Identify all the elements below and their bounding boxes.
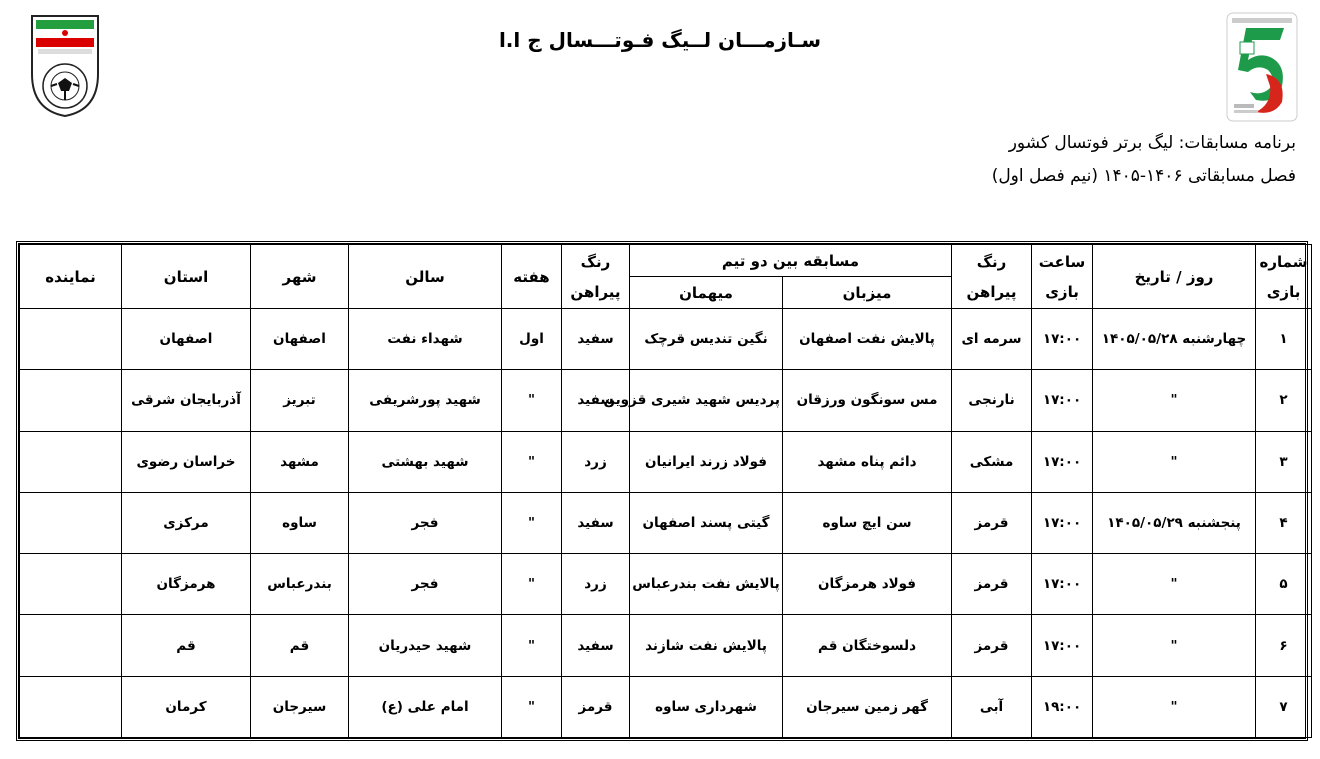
cell-representative: [20, 492, 122, 553]
cell-week: اول: [502, 309, 562, 370]
cell-host-team: دلسوختگان قم: [783, 615, 952, 676]
cell-time: ۱۷:۰۰: [1032, 309, 1093, 370]
cell-host-team: دائم پناه مشهد: [783, 431, 952, 492]
table-row: [20, 309, 1312, 370]
cell-province: خراسان رضوی: [122, 431, 251, 492]
cell-representative: [20, 309, 122, 370]
cell-jersey-host: مشکی: [952, 431, 1032, 492]
cell-week: ": [502, 554, 562, 615]
cell-date: ": [1093, 554, 1256, 615]
cell-guest-team: پالایش نفت شازند: [630, 615, 783, 676]
cell-hall: شهداء نفت: [349, 309, 502, 370]
cell-time: ۱۹:۰۰: [1032, 676, 1093, 737]
cell-city: قم: [251, 615, 349, 676]
table-row: [20, 676, 1312, 737]
schedule-table: [16, 241, 1308, 741]
cell-game-no: ۴: [1256, 492, 1312, 553]
cell-date: ": [1093, 431, 1256, 492]
cell-guest-team: شهرداری ساوه: [630, 676, 783, 737]
cell-jersey-guest: سفید: [562, 615, 630, 676]
cell-city: مشهد: [251, 431, 349, 492]
cell-time: ۱۷:۰۰: [1032, 492, 1093, 553]
cell-jersey-host: قرمز: [952, 615, 1032, 676]
cell-province: کرمان: [122, 676, 251, 737]
cell-time: ۱۷:۰۰: [1032, 370, 1093, 431]
cell-game-no: ۷: [1256, 676, 1312, 737]
cell-time: ۱۷:۰۰: [1032, 554, 1093, 615]
cell-guest-team: پردیس شهید شیری قزوین: [630, 370, 783, 431]
federation-logo: [28, 14, 102, 118]
header-date: روز / تاریخ: [1093, 245, 1256, 309]
cell-guest-team: گیتی پسند اصفهان: [630, 492, 783, 553]
cell-jersey-guest: سفید: [562, 492, 630, 553]
cell-hall: شهید پورشریفی: [349, 370, 502, 431]
table-row: [20, 554, 1312, 615]
header-province: استان: [122, 245, 251, 309]
cell-time: ۱۷:۰۰: [1032, 431, 1093, 492]
cell-jersey-host: قرمز: [952, 492, 1032, 553]
cell-city: تبریز: [251, 370, 349, 431]
cell-host-team: سن ایچ ساوه: [783, 492, 952, 553]
cell-representative: [20, 676, 122, 737]
cell-game-no: ۳: [1256, 431, 1312, 492]
cell-week: ": [502, 492, 562, 553]
cell-province: قم: [122, 615, 251, 676]
cell-jersey-guest: قرمز: [562, 676, 630, 737]
cell-guest-team: نگین تندیس قرچک: [630, 309, 783, 370]
cell-hall: فجر: [349, 492, 502, 553]
cell-week: ": [502, 370, 562, 431]
table-row: [20, 431, 1312, 492]
cell-game-no: ۵: [1256, 554, 1312, 615]
cell-hall: امام علی (ع): [349, 676, 502, 737]
cell-hall: شهید بهشتی: [349, 431, 502, 492]
header-host: میزبان: [783, 277, 952, 309]
header-city: شهر: [251, 245, 349, 309]
cell-jersey-guest: سفید: [562, 309, 630, 370]
cell-jersey-guest: سفید: [562, 370, 630, 431]
cell-guest-team: پالایش نفت بندرعباس: [630, 554, 783, 615]
cell-date: پنجشنبه ۱۴۰۵/۰۵/۲۹: [1093, 492, 1256, 553]
cell-week: ": [502, 431, 562, 492]
header-representative: نماینده: [20, 245, 122, 309]
cell-representative: [20, 554, 122, 615]
cell-game-no: ۲: [1256, 370, 1312, 431]
cell-date: ": [1093, 676, 1256, 737]
cell-representative: [20, 615, 122, 676]
header-week: هفته: [502, 245, 562, 309]
competition-program-line: برنامه مسابقات: لیگ برتر فوتسال کشور: [1008, 133, 1296, 153]
header-match: مسابقه بین دو تیم: [630, 245, 952, 277]
cell-week: ": [502, 615, 562, 676]
cell-game-no: ۶: [1256, 615, 1312, 676]
cell-guest-team: فولاد زرند ایرانیان: [630, 431, 783, 492]
cell-week: ": [502, 676, 562, 737]
cell-jersey-host: قرمز: [952, 554, 1032, 615]
header-hall: سالن: [349, 245, 502, 309]
cell-representative: [20, 370, 122, 431]
header-time: ساعت بازی: [1032, 245, 1093, 309]
cell-hall: شهید حیدریان: [349, 615, 502, 676]
cell-game-no: ۱: [1256, 309, 1312, 370]
cell-time: ۱۷:۰۰: [1032, 615, 1093, 676]
cell-jersey-host: آبی: [952, 676, 1032, 737]
cell-date: چهارشنبه ۱۴۰۵/۰۵/۲۸: [1093, 309, 1256, 370]
cell-city: اصفهان: [251, 309, 349, 370]
table-row: [20, 615, 1312, 676]
cell-province: مرکزی: [122, 492, 251, 553]
cell-jersey-guest: زرد: [562, 554, 630, 615]
cell-date: ": [1093, 370, 1256, 431]
cell-jersey-guest: زرد: [562, 431, 630, 492]
header-jersey-guest: رنگ پیراهن: [562, 245, 630, 309]
header-guest: میهمان: [630, 277, 783, 309]
cell-representative: [20, 431, 122, 492]
cell-city: ساوه: [251, 492, 349, 553]
page-title: سـازمـــان لــیگ فـوتـــسال ج ا.ا: [498, 28, 822, 52]
cell-host-team: مس سونگون ورزقان: [783, 370, 952, 431]
season-line: فصل مسابقاتی ۱۴۰۶-۱۴۰۵ (نیم فصل اول): [991, 166, 1296, 186]
table-row: [20, 370, 1312, 431]
cell-jersey-host: نارنجی: [952, 370, 1032, 431]
cell-city: سیرجان: [251, 676, 349, 737]
cell-province: آذربایجان شرقی: [122, 370, 251, 431]
cell-jersey-host: سرمه ای: [952, 309, 1032, 370]
cell-city: بندرعباس: [251, 554, 349, 615]
cell-host-team: فولاد هرمزگان: [783, 554, 952, 615]
cell-host-team: گهر زمین سیرجان: [783, 676, 952, 737]
cell-hall: فجر: [349, 554, 502, 615]
futsal-league-logo: [1226, 12, 1298, 122]
cell-date: ": [1093, 615, 1256, 676]
table-row: [20, 492, 1312, 553]
header-jersey-host: رنگ پیراهن: [952, 245, 1032, 309]
cell-province: اصفهان: [122, 309, 251, 370]
cell-province: هرمزگان: [122, 554, 251, 615]
header-game-no: شماره بازی: [1256, 245, 1312, 309]
cell-host-team: پالایش نفت اصفهان: [783, 309, 952, 370]
